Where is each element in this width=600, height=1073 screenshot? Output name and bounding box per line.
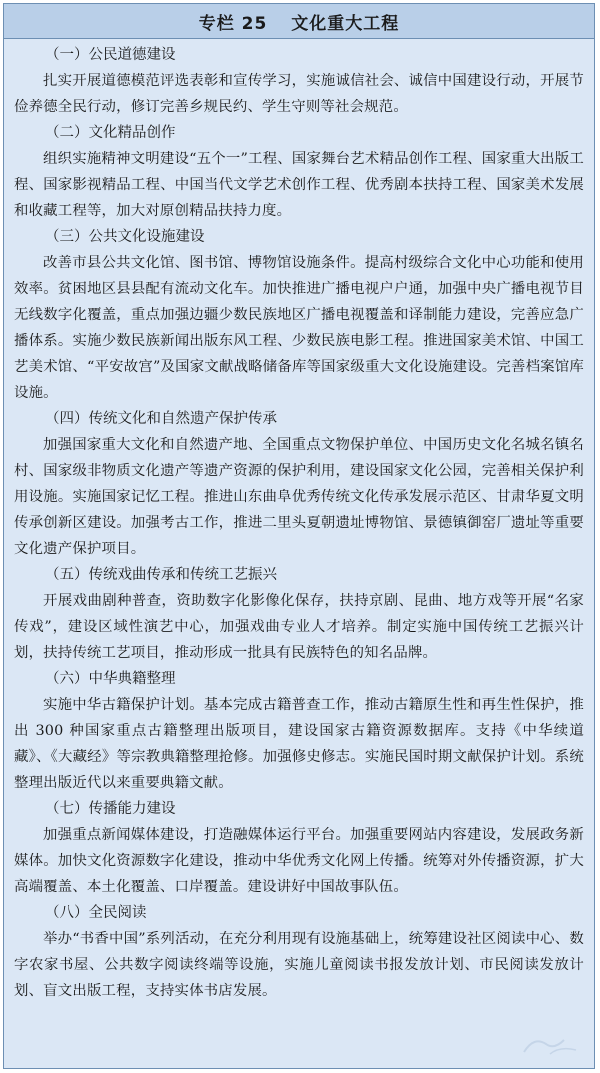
section-heading: （八）全民阅读 — [45, 905, 147, 921]
section-heading: （二）文化精品创作 — [45, 125, 176, 141]
section-heading: （三）公共文化设施建设 — [45, 229, 205, 245]
section-text: 举办“书香中国”系列活动，在充分利用现有设施基础上，统筹建设社区阅读中心、数字农家书屋、公共数字阅读终端等设施，实施儿童阅读书报发放计划、市民阅读发放计划、盲文出版工程，支持实体书店发展。 — [14, 931, 584, 999]
box-content — [4, 39, 594, 1004]
section-6 — [14, 666, 584, 796]
section-text: 组织实施精神文明建设“五个一”工程、国家舞台艺术精品创作工程、国家重大出版工程、国家影视精品工程、中国当代文学艺术创作工程、优秀剧本扶持工程、国家美术发展和收藏工程等，加大对原创精品扶持力度。 — [14, 151, 584, 219]
box-title-name: 文化重大工程 — [291, 13, 400, 34]
section-heading: （六）中华典籍整理 — [45, 671, 176, 687]
section-text: 实施中华古籍保护计划。基本完成古籍普查工作，推动古籍原生性和再生性保护，推出 300 种国家重点古籍整理出版项目，建设国家古籍资源数据库。支持《中华续道藏》、《大藏经》等宗教典籍整理抢修。加强修史修志。实施民国时期文献保护计划。系统整理出版近代以来重要典籍文献。 — [14, 697, 584, 791]
box-title-label: 专栏 25 — [198, 13, 268, 34]
section-1 — [14, 42, 584, 120]
watermark-logo-icon — [520, 1032, 580, 1058]
section-text: 扎实开展道德模范评选表彰和宣传学习，实施诚信社会、诚信中国建设行动，开展节俭养德全民行动，修订完善乡规民约、学生守则等社会规范。 — [14, 73, 584, 115]
section-heading: （五）传统戏曲传承和传统工艺振兴 — [45, 567, 277, 583]
section-4 — [14, 406, 584, 562]
section-5 — [14, 562, 584, 666]
section-2 — [14, 120, 584, 224]
section-text: 开展戏曲剧种普查，资助数字化影像化保存，扶持京剧、昆曲、地方戏等开展“名家传戏”，建设区域性演艺中心，加强戏曲专业人才培养。制定实施中国传统工艺振兴计划，扶持传统工艺项目，推动形成一批具有民族特色的知名品牌。 — [14, 593, 584, 661]
section-8 — [14, 900, 584, 1004]
section-text: 加强重点新闻媒体建设，打造融媒体运行平台。加强重要网站内容建设，发展政务新媒体。加快文化资源数字化建设，推动中华优秀文化网上传播。统筹对外传播资源，扩大高端覆盖、本土化覆盖、口岸覆盖。建设讲好中国故事队伍。 — [14, 827, 584, 895]
section-text: 加强国家重大文化和自然遗产地、全国重点文物保护单位、中国历史文化名城名镇名村、国家级非物质文化遗产等遗产资源的保护利用，建设国家文化公园，完善相关保护利用设施。实施国家记忆工程。推进山东曲阜优秀传统文化传承发展示范区、甘肃华夏文明传承创新区建设。加强考古工作，推进二里头夏朝遗址博物馆、景德镇御窑厂遗址等重要文化遗产保护项目。 — [14, 437, 584, 557]
section-text: 改善市县公共文化馆、图书馆、博物馆设施条件。提高村级综合文化中心功能和使用效率。贫困地区县县配有流动文化车。加快推进广播电视户户通，加强中央广播电视节目无线数字化覆盖，重点加强边疆少数民族地区广播电视覆盖和译制能力建设，完善应急广播体系。实施少数民族新闻出版东风工程、少数民族电影工程。推进国家美术馆、中国工艺美术馆、“平安故宫”及国家文献战略储备库等国家级重大文化设施建设。完善档案馆库设施。 — [14, 255, 584, 401]
section-3 — [14, 224, 584, 406]
section-heading: （一）公民道德建设 — [45, 47, 176, 63]
feature-box — [3, 3, 595, 1069]
section-heading: （四）传统文化和自然遗产保护传承 — [45, 411, 277, 427]
section-heading: （七）传播能力建设 — [45, 801, 176, 817]
section-7 — [14, 796, 584, 900]
box-title — [4, 4, 594, 39]
